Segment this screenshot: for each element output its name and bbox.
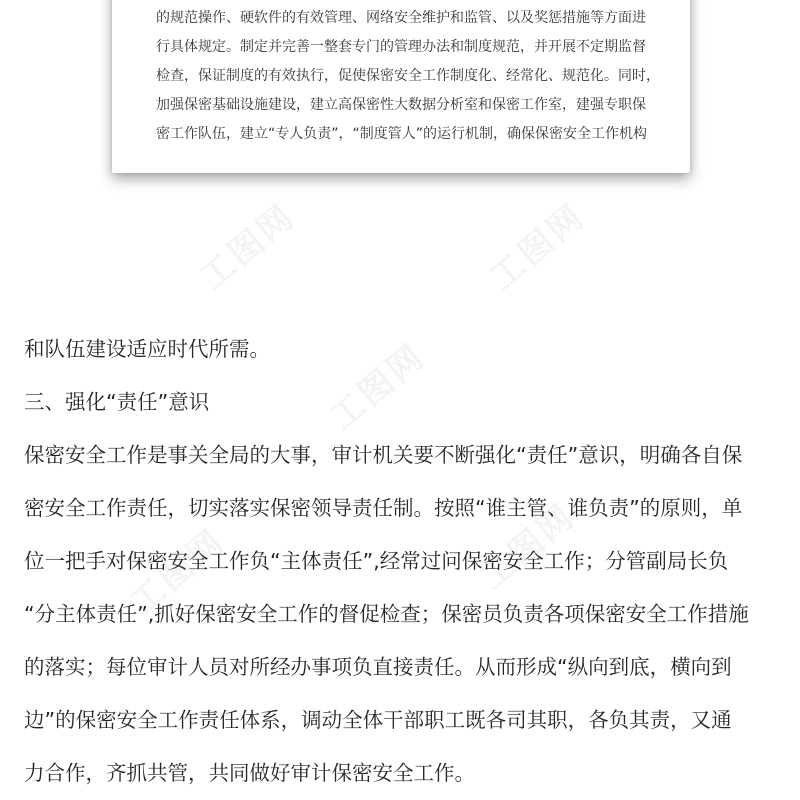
card-line: 行具体规定。制定并完善一整套专门的管理办法和制度规范，并开展不定期监督 [156, 39, 646, 55]
section-heading: 三、强化“责任”意识 [24, 390, 210, 414]
body-line: 保密安全工作是事关全局的大事，审计机关要不断强化“责任”意识，明确各自保 [24, 443, 743, 467]
body-line: 的落实；每位审计人员对所经办事项负直接责任。从而形成“纵向到底，横向到 [24, 655, 732, 679]
watermark: 工图网 [192, 196, 304, 299]
watermark: 工图网 [322, 336, 434, 439]
card-line: 加强保密基础设施建设，建立高保密性大数据分析室和保密工作室，建强专职保 [156, 97, 646, 113]
card-line: 检查，保证制度的有效执行，促使保密安全工作制度化、经常化、规范化。同时， [156, 68, 660, 84]
body-paragraphs [24, 323, 780, 800]
card-paragraph [156, 4, 660, 149]
body-line: “分主体责任”,抓好保密安全工作的督促检查；保密员负责各项保密安全工作措施 [24, 602, 749, 626]
document-page-card [112, 0, 690, 173]
body-line: 和队伍建设适应时代所需。 [24, 337, 270, 361]
watermark: 工图网 [122, 521, 234, 624]
body-line: 边”的保密安全工作责任体系，调动全体干部职工既各司其职，各负其责，又通 [24, 708, 732, 732]
body-line: 力合作，齐抓共管，共同做好审计保密安全工作。 [24, 761, 475, 785]
watermark: 工图网 [482, 196, 594, 299]
body-line: 密安全工作责任，切实落实保密领导责任制。按照“谁主管、谁负责”的原则，单 [24, 496, 743, 520]
watermark: 工图网 [472, 496, 584, 599]
card-line: 密工作队伍，建立“专人负责”，“制度管人”的运行机制，确保保密安全工作机构 [156, 126, 648, 142]
card-line: 的规范操作、硬软件的有效管理、网络安全维护和监管、以及奖惩措施等方面进 [156, 10, 646, 26]
body-line: 位一把手对保密安全工作负“主体责任”,经常过问保密安全工作；分管副局长负 [24, 549, 729, 573]
